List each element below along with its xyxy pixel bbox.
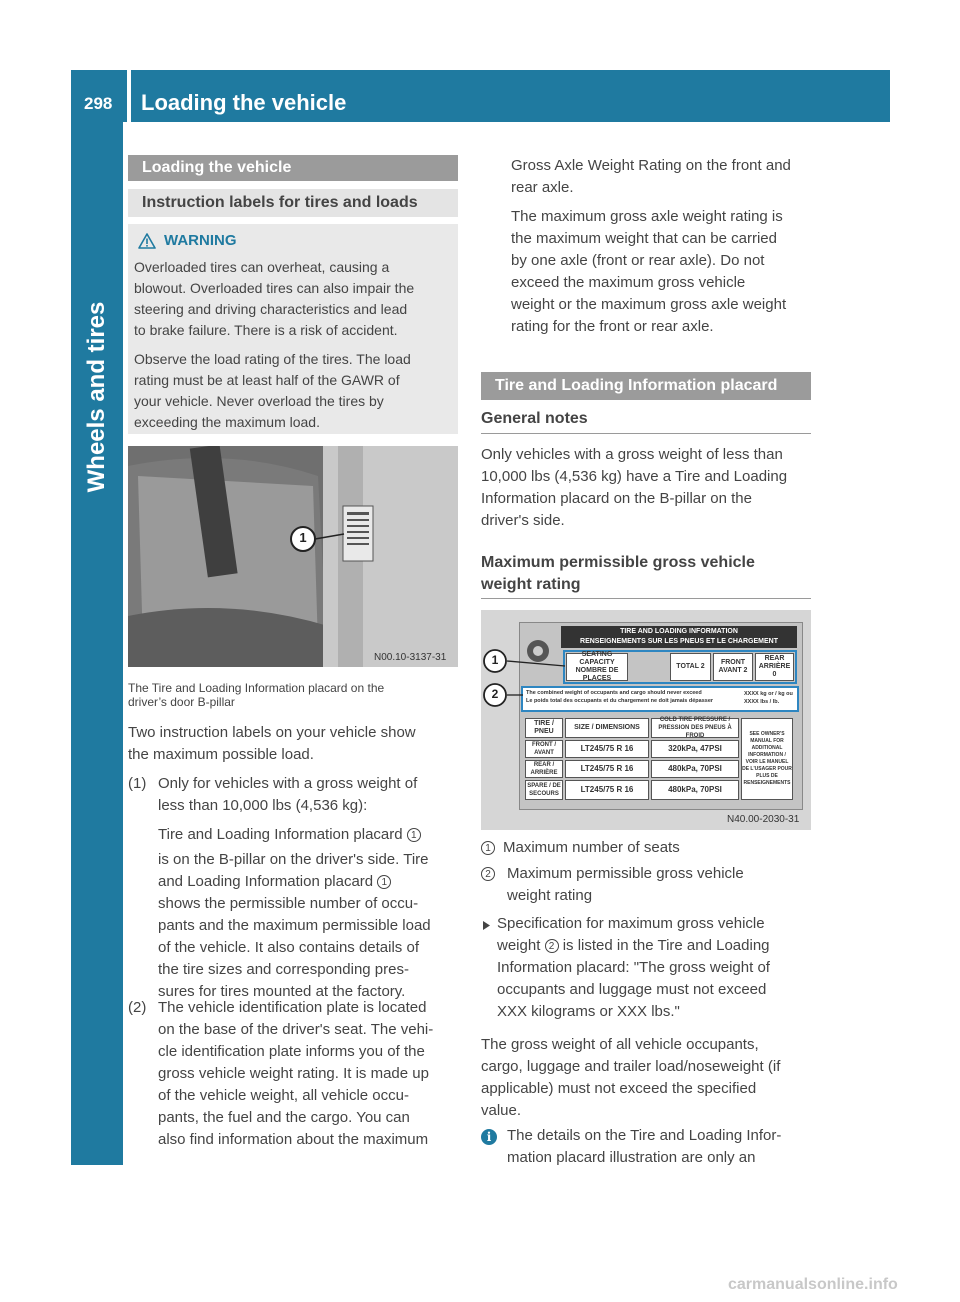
- warning-line: Observe the load rating of the tires. The load: [134, 351, 411, 367]
- legend-item-1: [481, 837, 811, 859]
- warning-triangle-icon: [138, 233, 156, 249]
- body-line: the maximum possible load.: [128, 746, 314, 763]
- body-line: on the base of the driver's seat. The vehi-: [158, 1021, 434, 1038]
- legend-marker-2: [481, 863, 495, 885]
- subsection-title: Instruction labels for tires and loads: [128, 189, 458, 217]
- body-text: weight: [497, 937, 541, 954]
- placard-text: Le poids total des occupants et du chargement ne doit jamais dépasser: [526, 698, 714, 704]
- body-line: cle identification plate informs you of the: [158, 1043, 425, 1060]
- info-note: [507, 1125, 817, 1169]
- placard-title-en: TIRE AND LOADING INFORMATION: [620, 628, 738, 635]
- body-line: weight or the maximum gross axle weight: [511, 296, 787, 313]
- section-title-right: Tire and Loading Information placard: [481, 372, 811, 400]
- body-line: exceed the maximum gross vehicle: [511, 274, 746, 291]
- warning-line: to brake failure. There is a risk of accident.: [134, 322, 398, 338]
- caption-line: driver’s door B-pillar: [128, 695, 235, 709]
- watermark: carmanualsonline.info: [728, 1276, 898, 1293]
- body-line: mation placard illustration are only an: [507, 1149, 756, 1166]
- body-line: also find information about the maximum: [158, 1131, 429, 1148]
- body-line: of the vehicle weight, all vehicle occu-: [158, 1087, 409, 1104]
- ref-marker-2: 2: [545, 939, 559, 953]
- item2-number: (2): [128, 999, 147, 1016]
- placard-total: TOTAL 2: [670, 653, 711, 681]
- legend-text: Maximum number of seats: [503, 839, 680, 856]
- body-line: Specification for maximum gross vehicle: [497, 915, 765, 932]
- placard-row-pos: SPARE / DE SECOURS: [525, 780, 563, 800]
- body-line: rating for the front or rear axle.: [511, 318, 714, 335]
- body-line: is on the B-pillar on the driver's side. Tire: [158, 851, 429, 868]
- body-line: The maximum gross axle weight rating is: [511, 208, 783, 225]
- placard-weight-value: XXXX kg or / kg ou XXXX lbs / lb.: [744, 691, 793, 705]
- placard-col-size: SIZE / DIMENSIONS: [565, 718, 649, 738]
- side-tab-label: Wheels and tires: [83, 301, 110, 493]
- placard-text: SEATING CAPACITY: [579, 651, 615, 666]
- ref-marker-1: 1: [377, 875, 391, 889]
- warning-title-text: WARNING: [164, 232, 237, 249]
- body-line: sures for tires mounted at the factory.: [158, 983, 406, 1000]
- placard-code: N40.00-2030-31: [727, 814, 800, 825]
- placard-callout-lines: [481, 610, 811, 830]
- legend-line: Maximum permissible gross vehicle: [507, 865, 744, 882]
- body-line: The details on the Tire and Loading Infor-: [507, 1127, 782, 1144]
- legend-item-2: [507, 863, 812, 907]
- intro-paragraph: [128, 722, 463, 766]
- body-line: driver's side.: [481, 512, 565, 529]
- warning-paragraph-1: [134, 257, 450, 341]
- legend-line: weight rating: [507, 887, 593, 904]
- body-line: occupants and luggage must not exceed: [497, 981, 767, 998]
- body-line: Gross Axle Weight Rating on the front and: [511, 157, 791, 174]
- item1-text: [158, 773, 463, 1003]
- placard-col-pressure: COLD TIRE PRESSURE / PRESSION DES PNEUS À FROID: [651, 718, 739, 738]
- info-icon: i: [481, 1129, 497, 1145]
- side-tab-label-wrap: [71, 122, 123, 672]
- ref-marker-1: 1: [407, 828, 421, 842]
- triangle-bullet-icon: [482, 920, 491, 931]
- placard-callout-2: 2: [491, 687, 499, 701]
- body-line: pants, the fuel and the cargo. You can: [158, 1109, 410, 1126]
- photo-caption: [128, 681, 458, 709]
- placard-row-pressure: 480kPa, 70PSI: [651, 780, 739, 800]
- body-line: applicable) must not exceed the specified: [481, 1080, 757, 1097]
- body-line: of the vehicle. It also contains details of: [158, 939, 419, 956]
- body-line: less than 10,000 lbs (4,536 kg):: [158, 797, 368, 814]
- warning-line: Overloaded tires can overheat, causing a: [134, 259, 390, 275]
- ref-marker-2: 2: [481, 867, 495, 881]
- warning-box: [128, 224, 458, 434]
- warning-line: steering and driving characteristics and lead: [134, 301, 408, 317]
- placard-row-pos: REAR / ARRIÈRE: [525, 760, 563, 778]
- body-line: rear axle.: [511, 179, 574, 196]
- body-line: XXX kilograms or XXX lbs.": [497, 1003, 680, 1020]
- gross-weight-paragraph: [481, 1034, 816, 1122]
- body-text: Tire and Loading Information placard: [158, 826, 403, 843]
- placard-row-size: LT245/75 R 16: [565, 780, 649, 800]
- body-line: the tire sizes and corresponding pres-: [158, 961, 409, 978]
- body-line: Only for vehicles with a gross weight of: [158, 775, 418, 792]
- continued-paragraph: [511, 155, 816, 338]
- b-pillar-photo: [128, 446, 458, 667]
- item2-text: [158, 997, 463, 1151]
- heading-line: weight rating: [481, 576, 581, 593]
- body-line: Two instruction labels on your vehicle show: [128, 724, 416, 741]
- heading-rule: [481, 598, 811, 599]
- warning-line: exceeding the maximum load.: [134, 414, 320, 430]
- header-title: Loading the vehicle: [141, 90, 347, 115]
- placard-callout-1: 1: [491, 653, 499, 667]
- arrow-bullet-icon: [482, 918, 491, 936]
- warning-title: [138, 232, 450, 249]
- placard-title-fr: RENSEIGNEMENTS SUR LES PNEUS ET LE CHARGEMENT: [580, 638, 778, 645]
- header-divider: [127, 70, 131, 122]
- caption-line: The Tire and Loading Information placard on the: [128, 681, 385, 695]
- heading-rule: [481, 433, 811, 434]
- placard-rear: REAR ARRIÈRE 0: [755, 653, 794, 681]
- placard-figure: [481, 610, 811, 830]
- placard-row-pressure: 480kPa, 70PSI: [651, 760, 739, 778]
- ref-marker-1: 1: [481, 841, 495, 855]
- spec-paragraph: [497, 913, 817, 1023]
- body-line: value.: [481, 1102, 522, 1119]
- b-pillar-illustration: [128, 446, 458, 667]
- body-line: The gross weight of all vehicle occupants,: [481, 1036, 759, 1053]
- body-line: [158, 871, 463, 893]
- body-line: Only vehicles with a gross weight of less than: [481, 446, 783, 463]
- body-line: [497, 935, 817, 957]
- body-line: Information placard on the B-pillar on the: [481, 490, 752, 507]
- photo-code: N00.10-3137-31: [374, 652, 447, 663]
- info-note-icon-wrap: [481, 1128, 497, 1146]
- page-number: 298: [84, 94, 113, 113]
- placard-text: The combined weight of occupants and cargo should never exceed: [526, 690, 702, 696]
- body-line: by one axle (front or rear axle). Do not: [511, 252, 765, 269]
- general-notes-paragraph: [481, 444, 816, 532]
- placard-row-pressure: 320kPa, 47PSI: [651, 740, 739, 758]
- item1-number: (1): [128, 775, 147, 792]
- warning-line: your vehicle. Never overload the tires by: [134, 393, 384, 409]
- body-line: the maximum weight that can be carried: [511, 230, 777, 247]
- section-title-left: Loading the vehicle: [128, 155, 458, 181]
- placard-row-size: LT245/75 R 16: [565, 740, 649, 758]
- body-line: shows the permissible number of occu-: [158, 895, 419, 912]
- placard-front: FRONT AVANT 2: [713, 653, 753, 681]
- warning-line: blowout. Overloaded tires can also impair the: [134, 280, 415, 296]
- general-notes-heading: General notes: [481, 410, 588, 427]
- max-weight-heading: [481, 552, 755, 596]
- body-text: and Loading Information placard: [158, 873, 374, 890]
- warning-line: rating must be at least half of the GAWR of: [134, 372, 400, 388]
- body-line: Information placard: "The gross weight of: [497, 959, 770, 976]
- body-line: cargo, luggage and trailer load/noseweight (if: [481, 1058, 781, 1075]
- placard-col-tire: TIRE / PNEU: [525, 718, 563, 738]
- heading-line: Maximum permissible gross vehicle: [481, 554, 755, 571]
- placard-row-pos: FRONT / AVANT: [525, 740, 563, 758]
- placard-text: NOMBRE DE PLACES: [575, 667, 619, 682]
- body-text: is listed in the Tire and Loading: [562, 937, 770, 954]
- body-line: pants and the maximum permissible load: [158, 917, 431, 934]
- body-line: The vehicle identification plate is located: [158, 999, 427, 1016]
- warning-paragraph-2: [134, 349, 450, 433]
- placard-col-see: SEE OWNER'S MANUAL FOR ADDITIONAL INFORMATION / VOIR LE MANUEL DE L'USAGER POUR PLUS DE RENSEIGNEMENTS: [741, 718, 793, 800]
- body-line: gross vehicle weight rating. It is made up: [158, 1065, 429, 1082]
- placard-row-size: LT245/75 R 16: [565, 760, 649, 778]
- body-line: 10,000 lbs (4,536 kg) have a Tire and Loading: [481, 468, 788, 485]
- body-line: [158, 824, 463, 846]
- photo-callout-1: 1: [299, 530, 307, 545]
